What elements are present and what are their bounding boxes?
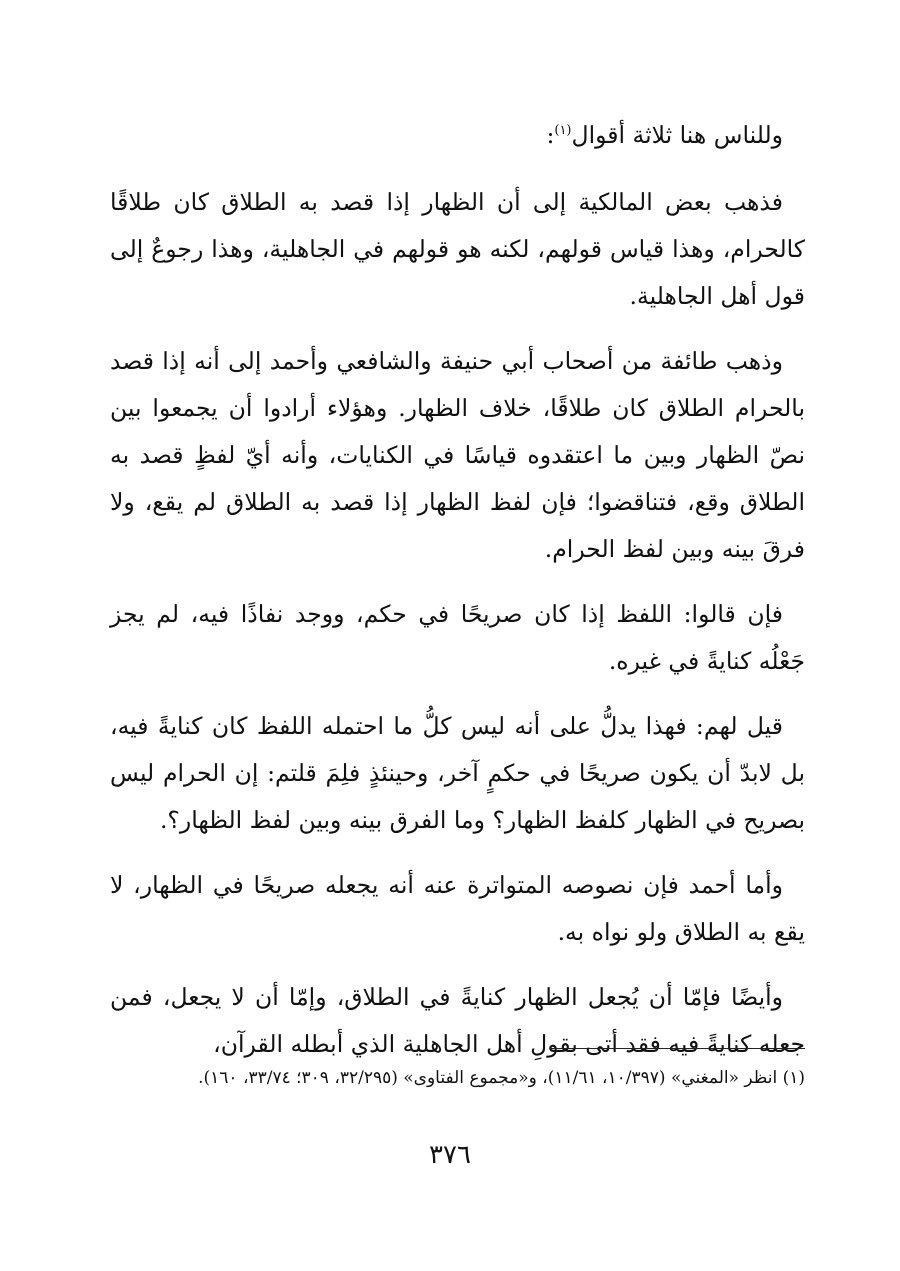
page-number: ٣٧٦	[429, 1140, 471, 1170]
paragraph-1-colon: :	[546, 121, 555, 149]
footnote: (١) انظر «المغني» (١٠/٣٩٧، ١١/٦١)، و«مجموع الفتاوى» (٣٢/٢٩٥، ٣٠٩؛ ٣٣/٧٤، ١٦٠).	[198, 1068, 805, 1088]
footnote-separator	[550, 1048, 805, 1049]
main-text	[110, 112, 805, 1086]
footnote-reference: (١)	[554, 123, 572, 139]
paragraph-4: فإن قالوا: اللفظ إذا كان صريحًا في حكم، ووجد نفاذًا فيه، لم يجز جَعْلُه كنايةً في غيره.	[110, 600, 805, 675]
paragraph-6: وأما أحمد فإن نصوصه المتواترة عنه أنه يجعله صريحًا في الظهار، لا يقع به الطلاق ولو نواه به.	[110, 871, 805, 946]
paragraph-3: وذهب طائفة من أصحاب أبي حنيفة والشافعي وأحمد إلى أنه إذا قصد بالحرام الطلاق كان طلاقًا، خلاف الظهار. وهؤلاء أرادوا أن يجمعوا بين نصّ الظهار وبين ما اعتقدوه قياسًا في الكنايات، وأنه أيّ لفظٍ قصد به الطلاق وقع، فتناقضوا؛ فإن لفظ الظهار إذا قصد به الطلاق لم يقع، ولا فرقَ بينه وبين لفظ الحرام.	[110, 347, 805, 563]
paragraph-5: قيل لهم: فهذا يدلُّ على أنه ليس كلُّ ما احتمله اللفظ كان كنايةً فيه، بل لابدّ أن يكون صريحًا في حكمٍ آخر، وحينئذٍ فلِمَ قلتم: إن الحرام ليس بصريح في الظهار كلفظ الظهار؟ وما الفرق بينه وبين لفظ الظهار؟.	[110, 712, 805, 834]
paragraph-7: وأيضًا فإمّا أن يُجعل الظهار كنايةً في الطلاق، وإمّا أن لا يجعل، فمن جعله كنايةً فيه فقد أتى بقولِ أهل الجاهلية الذي أبطله القرآن،	[110, 983, 805, 1058]
paragraph-2: فذهب بعض المالكية إلى أن الظهار إذا قصد به الطلاق كان طلاقًا كالحرام، وهذا قياس قولهم، لكنه هو قولهم في الجاهلية، وهذا رجوعٌ إلى قول أهل الجاهلية.	[110, 188, 805, 310]
paragraph-1-text: وللناس هنا ثلاثة أقوال	[571, 121, 783, 149]
paragraph-1	[110, 112, 805, 159]
